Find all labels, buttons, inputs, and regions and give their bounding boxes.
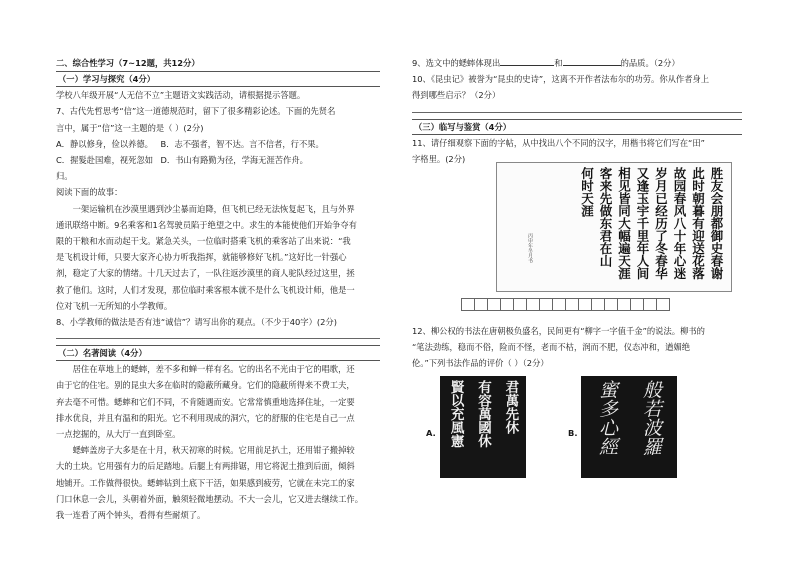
reading-line: 大的土块。它用强有力的后足踏地。后腿上有两排锯，用它将泥土推到后面，倾斜 [56, 461, 355, 472]
story-line: 通讯联络中断。9名乘客和1名驾驶员陷于绝望之中。求生的本能使他们开始争夺有 [56, 219, 357, 230]
calligraphy-image-b-column: 蜜多心經 [596, 380, 618, 456]
calligraphy-columns [578, 167, 725, 280]
story-line: 是飞机设计师，只要大家齐心协力听我指挥，就能够修好飞机。”这好比一针强心 [56, 252, 347, 263]
grid-cell[interactable] [579, 299, 592, 310]
grid-cell[interactable] [618, 299, 631, 310]
question-12-block [412, 323, 742, 372]
question-12-line2: “笔法劲练，稳而不俗，险而不怪，老而不枯，润而不肥，仪态冲和，遒媚绝 [412, 342, 691, 353]
answer-blank[interactable] [500, 56, 554, 66]
left-column [56, 55, 380, 523]
calligraphy-column: 故园春风八十年心迷 [672, 167, 687, 280]
reading-line: 一点挖掘的，从大厅一直到卧室。 [56, 429, 181, 440]
grid-cell[interactable] [644, 299, 657, 310]
calligraphy-column: 胜友会朋都御史春谢 [709, 167, 724, 280]
option-label-a[interactable]: A. [426, 428, 436, 438]
story-line: 位对飞机一无所知的小学教师。 [56, 300, 173, 311]
calligraphy-column: 客来先做东君在山 [598, 167, 613, 267]
section-title-calligraphy: （三）临写与鉴赏（4分） [412, 119, 742, 135]
reading-line: 蟋蟀盖房子大多是在十月，秋天初寒的时候。它用前足扒土，还用钳子搬掉较 [72, 445, 355, 456]
grid-cell[interactable] [488, 299, 501, 310]
question-11-line2: 字格里。(2分) [412, 153, 466, 164]
grid-cell[interactable] [501, 299, 514, 310]
question-7-line2: 言中，属于“信”这一主题的是（ ）(2分) [56, 122, 204, 133]
answer-line[interactable] [412, 104, 742, 113]
reading-line: 地铺开。工作做得很快。蟋蟀钻到土底下干活，如果感到疲劳，它就在未完工的家 [56, 477, 355, 488]
answer-line[interactable] [56, 330, 380, 339]
part-title: 二、综合性学习（7~12题，共12分） [56, 58, 200, 68]
section-title-study: （一）学习与探究（4分） [56, 71, 380, 87]
reading-line: 排水优良，并且有温和的阳光。它不利用现成的洞穴，它的舒服的住宅是自己一点 [56, 412, 355, 423]
option-a[interactable]: A．静以修身，俭以养德。 [56, 138, 153, 149]
reading-line: 由于它的住宅。别的昆虫大多在临时的隐蔽所藏身。它们的隐蔽所得来不费工夫， [56, 380, 355, 391]
q7-options-row1 [56, 136, 380, 152]
tian-grid-row [461, 298, 670, 311]
reading-line: 居住在草地上的蟋蟀，差不多和蝉一样有名。它的出名不光由于它的唱歌，还 [72, 364, 355, 375]
seal-inscription: 丙申年冬月书 [527, 233, 533, 263]
reading-line: 我一连看了两个钟头，看得有些耐烦了。 [56, 510, 206, 521]
q9-text-c: 的品质。（2分） [620, 58, 680, 68]
grid-cell[interactable] [462, 299, 475, 310]
intro-text: 学校八年级开展“人无信不立”主题语文实践活动，请根据提示答题。 [56, 90, 306, 101]
calligraphy-column: 岁月已经历了冬春华 [653, 167, 669, 280]
option-c[interactable]: C．握髮赴国难，视死忽如归。 [56, 155, 154, 182]
calligraphy-column: 又逢玉宇千里年人间 [635, 167, 650, 280]
grid-cell[interactable] [592, 299, 605, 310]
grid-cell[interactable] [514, 299, 527, 310]
story-line: 限的干粮和水而动起干戈。紧急关头，一位临时搭乘飞机的乘客站了出来说：“我 [56, 236, 351, 247]
reading-line: 弃去毫不可惜。蟋蟀和它们不同，不肯随遇而安。它常常慎重地选择住址，一定要 [56, 396, 355, 407]
section-title-classics: （二）名著阅读（4分） [56, 345, 380, 361]
grid-cell[interactable] [566, 299, 579, 310]
question-12-line1: 12、柳公权的书法在唐朝极负盛名，民间更有“柳字一字值千金”的说法。柳书的 [412, 326, 705, 336]
calligraphy-column: 此时朝暮有迎送花落 [690, 167, 706, 280]
grid-cell[interactable] [657, 299, 670, 310]
reading-line: 门口休息一会儿，头朝着外面，触须轻微地摆动。不大一会儿，它又进去继续工作。 [56, 493, 363, 504]
calligraphy-column: 何时天涯 [579, 167, 595, 217]
q9-text-a: 9、选文中的蟋蟀体现出 [412, 58, 501, 68]
calligraphy-image-a-column: 有容萬國休 [474, 380, 491, 448]
answer-blank[interactable] [563, 56, 621, 66]
grid-cell[interactable] [631, 299, 644, 310]
story-line: 一架运输机在沙漠里遇到沙尘暴而迫降，但飞机已经无法恢复起飞，且与外界 [72, 203, 355, 214]
right-column [412, 55, 742, 167]
q9-text-b: 和 [554, 58, 563, 68]
q7-options-row2 [56, 152, 380, 184]
calligraphy-image-a-column: 賢以充風憲 [447, 380, 464, 448]
grid-cell[interactable] [527, 299, 540, 310]
grid-cell[interactable] [540, 299, 553, 310]
calligraphy-image-a[interactable] [440, 376, 526, 478]
option-label-b[interactable]: B. [568, 428, 578, 438]
calligraphy-copybook [496, 162, 732, 292]
story-line: 救了他们。这时，人们才发现，那位临时乘客根本就不是什么飞机设计师，他是一 [56, 284, 355, 295]
option-b[interactable]: B．志不强者，智不达。言不信者，行不果。 [160, 138, 324, 149]
question-9 [412, 55, 742, 71]
grid-cell[interactable] [553, 299, 566, 310]
question-7-line1: 7、古代先哲思考“信”这一道德规范时，留下了很多精彩论述。下面的先贤名 [56, 106, 336, 117]
question-10-line1: 10、《昆虫记》被誉为“昆虫的史诗”，这离不开作者法布尔的功劳。你从作者身上 [412, 74, 710, 85]
calligraphy-image-b[interactable] [581, 376, 677, 478]
grid-cell[interactable] [605, 299, 618, 310]
calligraphy-column: 相见皆同大幅遍天涯 [616, 167, 632, 280]
question-10-line2: 得到哪些启示？（2分） [412, 90, 501, 101]
story-line: 剂，稳定了大家的情绪。十几天过去了，一队往返沙漠里的商人驼队经过这里，拯 [56, 268, 355, 279]
story-heading: 阅读下面的故事： [56, 187, 123, 198]
question-12-line3: 伦。”下列书法作品的评价（ ）（2分） [412, 358, 549, 369]
calligraphy-image-b-column: 般若波羅 [640, 380, 662, 456]
question-8: 8、小学教师的做法是否有违“诚信”？请写出你的观点。（不少于40字）(2分) [56, 317, 337, 328]
grid-cell[interactable] [475, 299, 488, 310]
option-d[interactable]: D．书山有路勤为径，学海无涯苦作舟。 [160, 155, 308, 166]
calligraphy-image-a-column: 君萬先休 [502, 380, 519, 434]
question-11-line1: 11、请仔细观察下面的字帖，从中找出八个不同的汉字，用楷书将它们写在“田” [412, 137, 705, 148]
